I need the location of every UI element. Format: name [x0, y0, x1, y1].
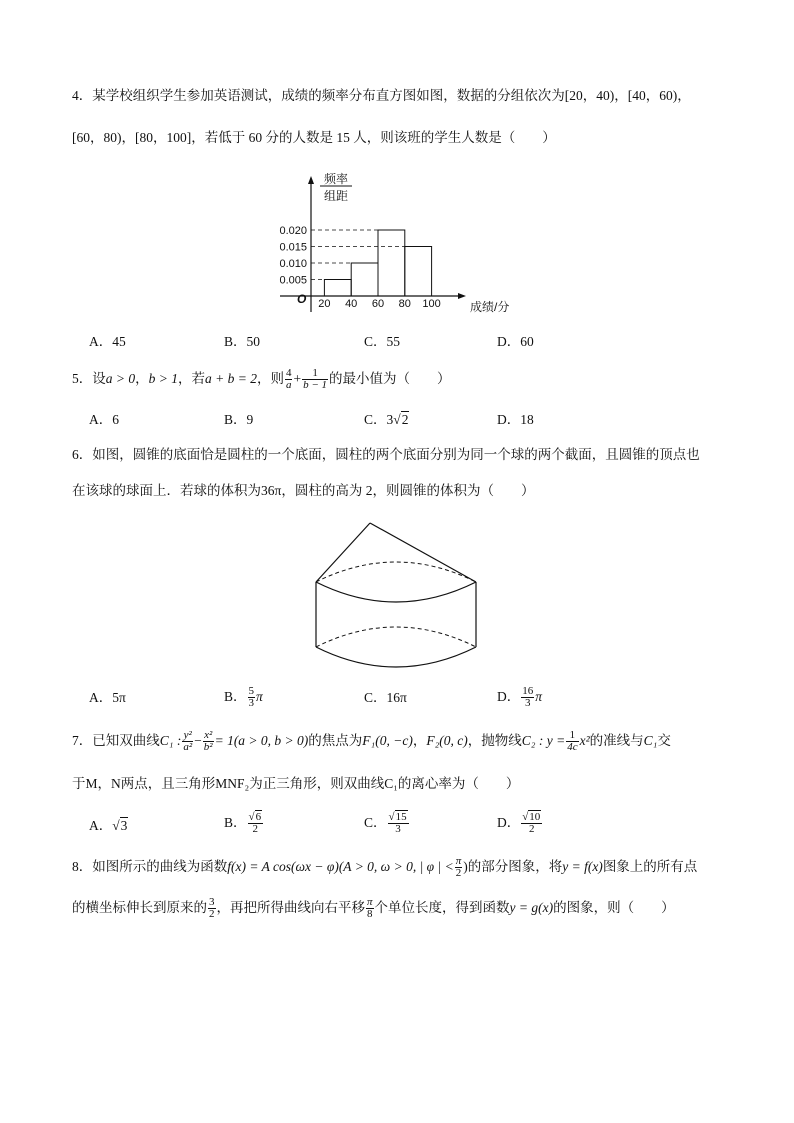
q8-r-den: 2 — [209, 908, 215, 921]
q8-text-2d: 的图象，则（ ） — [553, 900, 675, 915]
q5-text — [72, 366, 451, 392]
q7-p-num: 1 — [566, 730, 578, 742]
q7-option-b[interactable] — [224, 808, 264, 838]
q7-option-d-label: D． — [497, 815, 521, 830]
q5-prefix: 5．设 — [72, 371, 106, 386]
y-tick-label: 0.020 — [279, 225, 307, 237]
histogram-bar — [378, 230, 405, 296]
q8-yfx: y = f(x) — [562, 859, 603, 874]
q5-option-d[interactable]: D．18 — [497, 412, 534, 427]
q5-sep2: ，若 — [178, 371, 205, 386]
q8-pi-den: 2 — [455, 867, 462, 880]
q5-option-a[interactable]: A．6 — [89, 412, 119, 427]
histogram-chart — [265, 168, 525, 318]
q7-intersect-text: 交 — [657, 733, 671, 748]
q5-frac2-den: b − 1 — [303, 379, 328, 392]
q6-option-a[interactable]: A．5π — [89, 690, 126, 705]
q8-ygx: y = g(x) — [509, 900, 554, 915]
q5-sep3: ，则 — [256, 371, 284, 386]
q7-option-c-label: C． — [364, 815, 387, 830]
q5-option-c[interactable]: C．3√2 — [364, 412, 409, 427]
q6-option-d[interactable] — [497, 682, 542, 712]
origin-label: O — [297, 292, 307, 306]
q8-intro: 8．如图所示的曲线为函数 — [72, 859, 228, 874]
q7-option-c[interactable] — [364, 808, 410, 838]
q6-option-b-den: 3 — [248, 697, 255, 710]
q8-s-den: 8 — [367, 908, 373, 921]
q5-option-c-rad: 2 — [401, 412, 409, 427]
q8-text-line1 — [72, 852, 697, 882]
histogram-bar — [351, 263, 378, 296]
q7-option-c-num: 15 — [395, 811, 407, 824]
q7-text-line1 — [72, 726, 671, 756]
q8-text-line2 — [72, 893, 675, 923]
q5-sep1: ， — [135, 371, 149, 386]
q7-comma: ， — [412, 733, 427, 748]
q5-option-b[interactable]: B．9 — [224, 412, 254, 427]
q5-frac1-num: 4 — [285, 367, 292, 380]
cone-right-edge — [370, 523, 476, 582]
q7-intro: 7．已知双曲线 — [72, 733, 160, 748]
q7-x2b: x² — [579, 733, 590, 748]
q5-frac1 — [285, 368, 293, 391]
q4-text-line1: 4．某学校组织学生参加英语测试，成绩的频率分布直方图如图，数据的分组依次为[20，40)，[40，60)， — [72, 88, 691, 103]
q8-frac-ratio — [208, 897, 216, 920]
q7-option-b-label: B． — [224, 815, 247, 830]
q8-pi-num: π — [455, 855, 462, 868]
q4-option-b[interactable]: B．50 — [224, 334, 261, 349]
q7-focus-text: 的焦点为 — [308, 733, 363, 748]
q5-frac2-num: 1 — [302, 368, 328, 380]
histogram-bar — [324, 280, 351, 297]
q4-option-a[interactable]: A．45 — [89, 334, 126, 349]
q7-directrix-text: 的准线与 — [589, 733, 644, 748]
q8-frac-shift — [366, 897, 374, 920]
q7-x2: x² — [204, 729, 213, 742]
q8-close: ) — [463, 859, 468, 874]
q7-option-b-frac: $\frac{√6}{2}$ — [248, 811, 262, 836]
q7-parabola-text: ，抛物线 — [467, 733, 522, 748]
y-label-bottom: 组距 — [323, 189, 349, 203]
q7-frac-p — [566, 730, 578, 753]
q4-text-line2: [60，80)，[80，100]，若低于 60 分的人数是 15 人，则该班的学生人数是（ ） — [72, 130, 556, 145]
x-tick-label: 20 — [318, 298, 331, 310]
q5-frac2 — [302, 368, 328, 391]
q7-c1b: C₁ — [643, 733, 658, 748]
q7-eq-cond: = 1(a > 0, b > 0) — [214, 733, 309, 748]
q5-frac1-den: a — [285, 379, 292, 392]
bottom-base-back-arc — [316, 627, 476, 647]
y-tick-label: 0.005 — [279, 274, 307, 287]
q6-text-line2: 在该球的球面上．若球的体积为36π，圆柱的高为 2，则圆锥的体积为（ ） — [72, 483, 535, 498]
q8-text-c: 图象上的所有点 — [602, 859, 698, 874]
q6-option-d-frac — [521, 686, 534, 709]
histogram-bar — [405, 247, 432, 297]
q5-plus: + — [293, 371, 302, 386]
top-base-front-arc — [316, 582, 476, 602]
q7-f2: F₂(0, c) — [426, 733, 468, 748]
q7-option-c-den: 3 — [395, 823, 401, 836]
q8-text-2a: 的横坐标伸长到原来的 — [72, 900, 207, 915]
q7-option-a-label: A． — [89, 818, 113, 833]
y-label-top: 频率 — [323, 172, 349, 186]
q7-minus: − — [194, 733, 202, 748]
cone-left-edge — [316, 523, 370, 582]
q6-option-c[interactable]: C．16π — [364, 690, 407, 705]
q5-cond2: b > 1 — [148, 371, 178, 386]
top-base-back-arc — [316, 562, 476, 582]
q7-option-b-den: 2 — [252, 823, 259, 836]
x-tick-label: 100 — [422, 298, 441, 310]
q5-option-c-coef: 3 — [386, 412, 394, 427]
x-axis-arrow — [458, 293, 466, 299]
q7-option-b-num: 6 — [255, 811, 262, 824]
q7-c2: C₂ : y = — [521, 733, 566, 748]
bottom-base-front-arc — [316, 647, 476, 667]
q8-s-num: π — [367, 896, 373, 909]
q6-option-b-label: B． — [224, 689, 247, 704]
q7-option-a-rad: 3 — [120, 818, 128, 833]
q8-text-2b: ，再把所得曲线向右平移 — [216, 900, 365, 915]
q8-function: f(x) = A cos(ωx − φ)(A > 0, ω > 0, | φ | < — [227, 859, 454, 874]
q7-option-a[interactable]: A．√3 — [89, 818, 128, 833]
q4-option-c[interactable]: C．55 — [364, 334, 401, 349]
q5-option-c-label: C． — [364, 412, 387, 427]
y-tick-label: 0.015 — [279, 241, 307, 254]
q6-option-d-num: 16 — [522, 685, 534, 698]
cone-cylinder-figure — [305, 518, 485, 673]
y-tick-label: 0.010 — [279, 258, 307, 270]
q6-option-d-label: D． — [497, 689, 521, 704]
q7-text-line2: 于M，N两点，且三角形MNF₂为正三角形，则双曲线C₁的离心率为（ ） — [72, 776, 520, 791]
q7-f1: F₁(0, −c) — [362, 733, 413, 748]
x-tick-label: 40 — [345, 298, 358, 310]
q6-option-b-tail: π — [256, 689, 263, 704]
q6-option-b-frac — [248, 686, 256, 709]
x-tick-label: 80 — [398, 298, 411, 310]
q5-cond1: a > 0 — [105, 371, 136, 386]
q8-text-2c: 个单位长度，得到函数 — [374, 900, 510, 915]
q7-option-d-num: 10 — [529, 811, 541, 824]
q7-option-d[interactable] — [497, 808, 543, 838]
q4-option-d[interactable]: D．60 — [497, 334, 534, 349]
q7-option-d-frac: $\frac{√10}{2}$ — [522, 811, 541, 836]
q6-option-b-num: 5 — [248, 685, 255, 698]
q5-suffix: 的最小值为（ ） — [329, 371, 451, 386]
x-axis-label: 成绩/分 — [470, 300, 510, 314]
q7-c1: C₁ : — [159, 733, 182, 748]
q7-y2: y² — [183, 729, 192, 742]
x-tick-label: 60 — [371, 298, 385, 310]
q7-frac-y — [182, 730, 193, 753]
q8-r-num: 3 — [209, 896, 215, 909]
y-axis-arrow — [308, 176, 314, 184]
q6-option-d-den: 3 — [525, 697, 531, 710]
q6-option-b[interactable] — [224, 682, 263, 712]
q8-text-b: 的部分图象，将 — [467, 859, 563, 874]
q7-a2: a² — [183, 741, 193, 754]
q7-b2: b² — [203, 741, 213, 754]
q6-option-d-tail: π — [535, 689, 543, 704]
q5-cond3: a + b = 2 — [205, 371, 257, 386]
q8-frac-pi2 — [455, 856, 463, 879]
q7-frac-x — [203, 730, 214, 753]
q6-text-line1: 6．如图，圆锥的底面恰是圆柱的一个底面，圆柱的两个底面分别为同一个球的两个截面，且圆锥的顶点也 — [72, 447, 700, 462]
q7-p-den: 4c — [567, 741, 578, 754]
q7-option-d-den: 2 — [529, 823, 535, 836]
q7-option-c-frac: $\frac{√15}{3}$ — [388, 811, 407, 836]
